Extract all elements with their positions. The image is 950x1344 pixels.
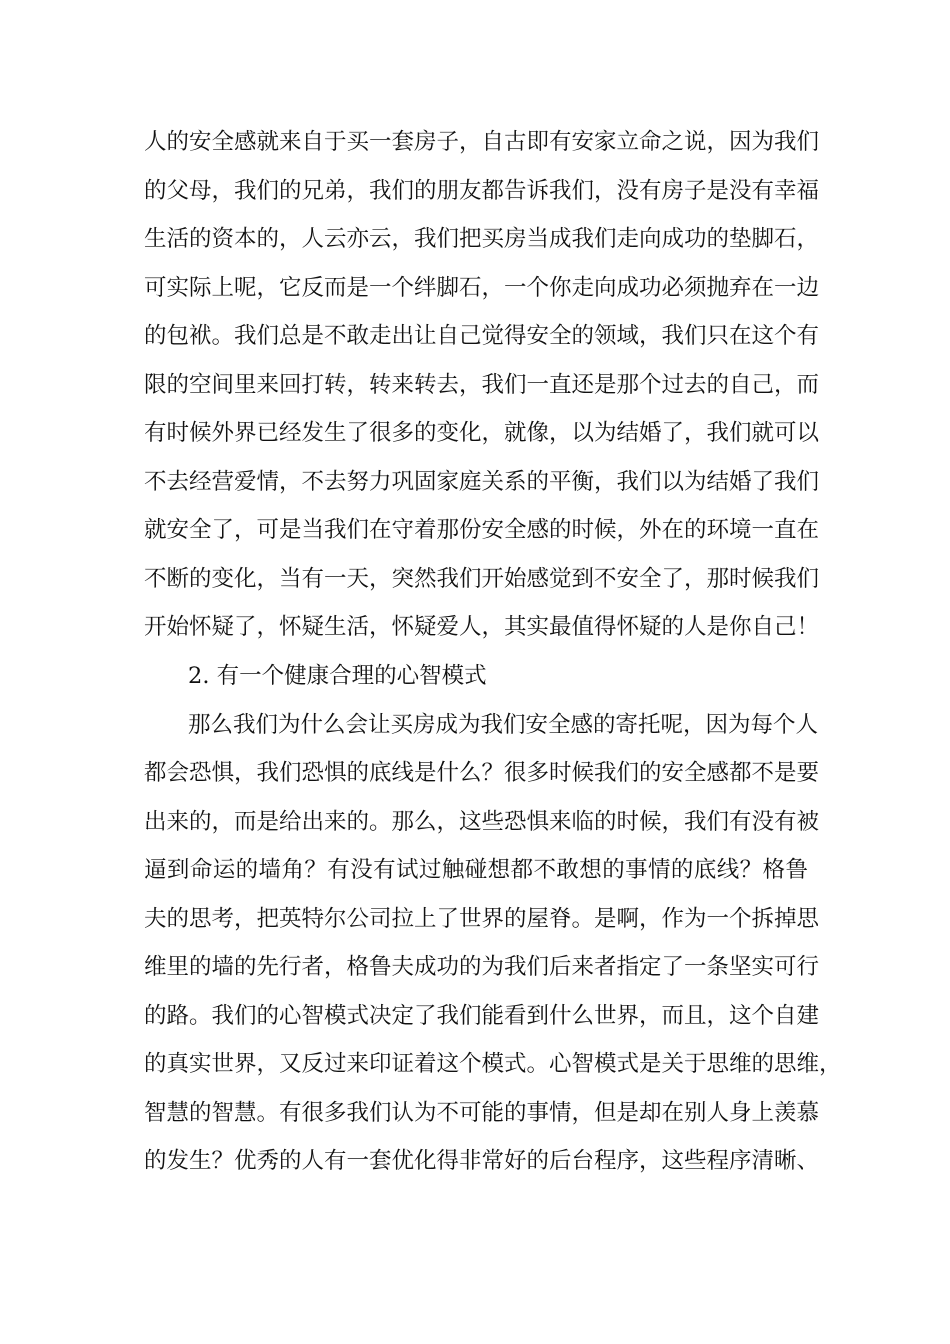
text-line-10: 不断的变化，当有一天，突然我们开始感觉到不安全了，那时候我们 (144, 565, 820, 592)
text-line-17: 夫的思考，把英特尔公司拉上了世界的屋脊。是啊，作为一个拆掉思 (144, 905, 820, 932)
text-line-15: 出来的，而是给出来的。那么，这些恐惧来临的时候，我们有没有被 (144, 808, 820, 835)
body-text (144, 118, 842, 1186)
text-line-4: 可实际上呢，它反而是一个绊脚石，一个你走向成功必须抛弃在一边 (144, 274, 820, 301)
text-line-8: 不去经营爱情，不去努力巩固家庭关系的平衡，我们以为结婚了我们 (144, 468, 820, 495)
section-heading: 2. 有一个健康合理的心智模式 (188, 663, 487, 690)
text-line-3: 生活的资本的，人云亦云，我们把买房当成我们走向成功的垫脚石， (144, 226, 820, 253)
text-line-9: 就安全了，可是当我们在守着那份安全感的时候，外在的环境一直在 (144, 517, 820, 544)
text-line-21: 智慧的智慧。有很多我们认为不可能的事情，但是却在别人身上羡慕 (144, 1099, 820, 1126)
text-line-2: 的父母，我们的兄弟，我们的朋友都告诉我们，没有房子是没有幸福 (144, 177, 820, 204)
text-line-19: 的路。我们的心智模式决定了我们能看到什么世界，而且，这个自建 (144, 1002, 820, 1029)
text-line-1: 人的安全感就来自于买一套房子，自古即有安家立命之说，因为我们 (144, 129, 820, 155)
text-line-6: 限的空间里来回打转，转来转去，我们一直还是那个过去的自己，而 (144, 371, 820, 398)
text-line-13: 那么我们为什么会让买房成为我们安全感的寄托呢，因为每个人 (188, 711, 819, 738)
text-line-7: 有时候外界已经发生了很多的变化，就像，以为结婚了，我们就可以 (144, 420, 820, 447)
text-line-20: 的真实世界，又反过来印证着这个模式。心智模式是关于思维的思维， (144, 1051, 842, 1078)
text-line-22: 的发生？优秀的人有一套优化得非常好的后台程序，这些程序清晰、 (144, 1148, 820, 1175)
text-line-11: 开始怀疑了，怀疑生活，怀疑爱人，其实最值得怀疑的人是你自己！ (144, 614, 820, 641)
text-line-16: 逼到命运的墙角？有没有试过触碰想都不敢想的事情的底线？格鲁 (144, 857, 808, 884)
text-line-14: 都会恐惧，我们恐惧的底线是什么？很多时候我们的安全感都不是要 (144, 760, 820, 787)
text-line-5: 的包袱。我们总是不敢走出让自己觉得安全的领域，我们只在这个有 (144, 323, 820, 350)
text-line-18: 维里的墙的先行者，格鲁夫成功的为我们后来者指定了一条坚实可行 (144, 954, 820, 981)
